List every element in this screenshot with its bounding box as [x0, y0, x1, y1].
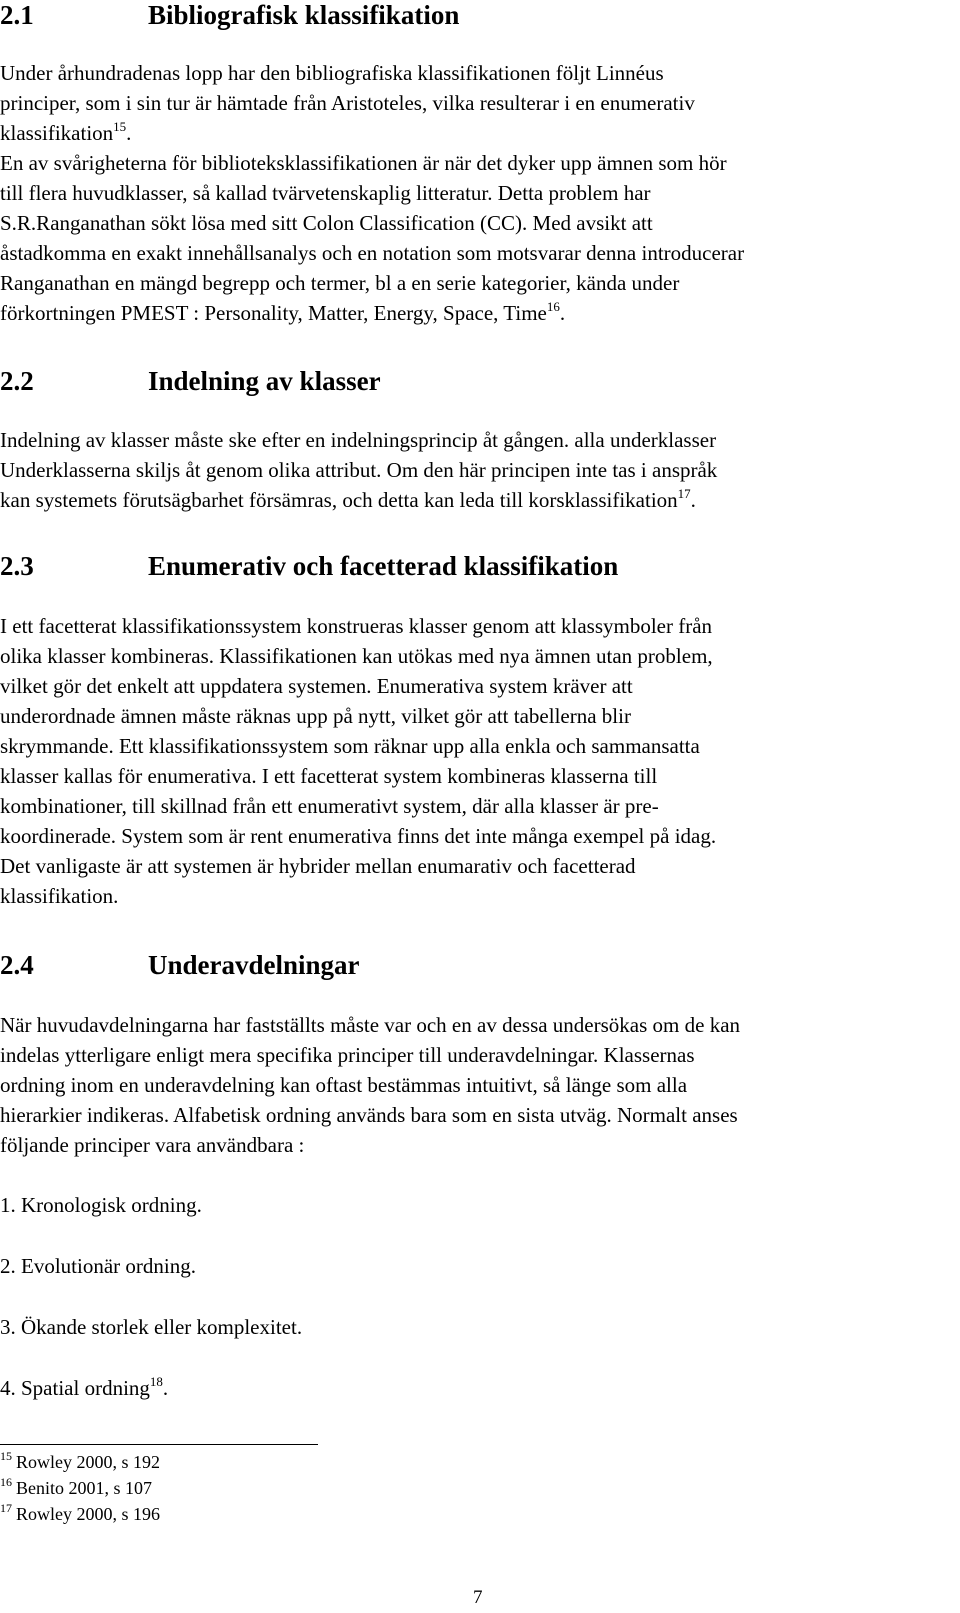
text-line: När huvudavdelningarna har fastställts måste var och en av dessa undersökas om de kan [0, 1013, 741, 1037]
text-span: . [559, 301, 566, 325]
section-heading-2-4 [0, 950, 960, 982]
section-title: Bibliografisk klassifikation [148, 0, 460, 30]
text-span: klassifikation [0, 121, 114, 145]
paragraph-2-4 [0, 1010, 960, 1162]
text-line: Underklasserna skiljs åt genom olika attribut. Om den här principen inte tas i anspråk [0, 458, 718, 482]
text-span: . [162, 1376, 169, 1400]
text-span: förkortningen PMEST : Personality, Matter, Energy, Space, Time [0, 301, 547, 325]
list-item: 1. Kronologisk ordning. [0, 1193, 202, 1217]
text-line: klassifikation. [0, 884, 119, 908]
text-line: principer, som i sin tur är hämtade från Aristoteles, vilka resulterar i en enumerativ [0, 91, 695, 115]
text-line: Ranganathan en mängd begrepp och termer, bl a en serie kategorier, kända under [0, 271, 680, 295]
footnote-ref[interactable]: 15 [113, 119, 127, 134]
text-line: Under århundradenas lopp har den bibliografiska klassifikationen följt Linnéus [0, 61, 664, 85]
text-line: kombinationer, till skillnad från ett enumerativt system, där alla klasser är pre- [0, 794, 659, 818]
footnote [0, 1475, 153, 1499]
footnote-ref[interactable]: 16 [546, 299, 560, 314]
text-line [0, 485, 696, 518]
footnote-text: Benito 2001, s 107 [16, 1478, 153, 1498]
text-line: En av svårigheterna för biblioteksklassifikationen är när det dyker upp ämnen som hör [0, 151, 727, 175]
footnote-ref[interactable]: 17 [677, 486, 691, 501]
section-number: 2.3 [0, 551, 34, 581]
text-line: följande principer vara användbara : [0, 1133, 305, 1157]
section-number: 2.2 [0, 366, 34, 396]
text-line: S.R.Ranganathan sökt lösa med sitt Colon Classification (CC). Med avsikt att [0, 211, 653, 235]
section-title: Enumerativ och facetterad klassifikation [148, 551, 619, 581]
footnote-ref[interactable]: 18 [149, 1374, 163, 1389]
footnote-number: 16 [0, 1475, 12, 1489]
paragraph-2-3 [0, 611, 960, 916]
text-line: I ett facetterat klassifikationssystem konstrueras klasser genom att klassymboler från [0, 614, 713, 638]
section-title: Underavdelningar [148, 950, 360, 980]
text-line: skrymmande. Ett klassifikationssystem som räknar upp alla enkla och sammansatta [0, 734, 700, 758]
text-line: hierarkier indikeras. Alfabetisk ordning används bara som en sista utväg. Normalt anses [0, 1103, 738, 1127]
text-line: klasser kallas för enumerativa. I ett facetterat system kombineras klasserna till [0, 764, 658, 788]
section-heading-2-3 [0, 551, 960, 583]
text-line: underordnade ämnen måste räknas upp på nytt, vilket gör att tabellerna blir [0, 704, 631, 728]
section-number: 2.4 [0, 950, 34, 980]
section-heading-2-1 [0, 0, 960, 32]
footnote-text: Rowley 2000, s 196 [16, 1504, 160, 1524]
footnote [0, 1501, 160, 1525]
section-number: 2.1 [0, 0, 34, 30]
text-line: åstadkomma en exakt innehållsanalys och en notation som motsvarar denna introducerar [0, 241, 745, 265]
list-item: 2. Evolutionär ordning. [0, 1254, 196, 1278]
list-item [0, 1373, 168, 1406]
list-item: 3. Ökande storlek eller komplexitet. [0, 1315, 303, 1339]
text-line: vilket gör det enkelt att uppdatera systemen. Enumerativa system kräver att [0, 674, 633, 698]
section-title: Indelning av klasser [148, 366, 381, 396]
text-line: till flera huvudklasser, så kallad tvärvetenskaplig litteratur. Detta problem har [0, 181, 651, 205]
section-heading-2-2 [0, 366, 960, 398]
footnote [0, 1449, 160, 1473]
footnote-separator [0, 1444, 318, 1445]
text-line: ordning inom en underavdelning kan oftast bestämmas intuitivt, så länge som alla [0, 1073, 688, 1097]
text-span: 4. Spatial ordning [0, 1376, 150, 1400]
text-line: Indelning av klasser måste ske efter en indelningsprincip åt gången. alla underklasser [0, 428, 717, 452]
footnote-number: 17 [0, 1501, 12, 1515]
text-line: koordinerade. System som är rent enumerativa finns det inte många exempel på idag. [0, 824, 717, 848]
footnote-text: Rowley 2000, s 192 [16, 1452, 160, 1472]
paragraph-2-2 [0, 425, 960, 517]
text-line: indelas ytterligare enligt mera specifika principer till underavdelningar. Klassernas [0, 1043, 695, 1067]
text-line: Det vanligaste är att systemen är hybrider mellan enumarativ och facetterad [0, 854, 636, 878]
footnote-number: 15 [0, 1449, 12, 1463]
text-span: . [126, 121, 132, 145]
paragraph-2-1 [0, 58, 960, 348]
page-number: 7 [473, 1587, 483, 1608]
text-span: kan systemets förutsägbarhet försämras, och detta kan leda till korsklassifikation [0, 488, 678, 512]
text-span: . [690, 488, 696, 512]
principles-list [0, 1190, 960, 1400]
text-line [0, 298, 565, 331]
text-line [0, 118, 131, 151]
text-line: olika klasser kombineras. Klassifikationen kan utökas med nya ämnen utan problem, [0, 644, 713, 668]
